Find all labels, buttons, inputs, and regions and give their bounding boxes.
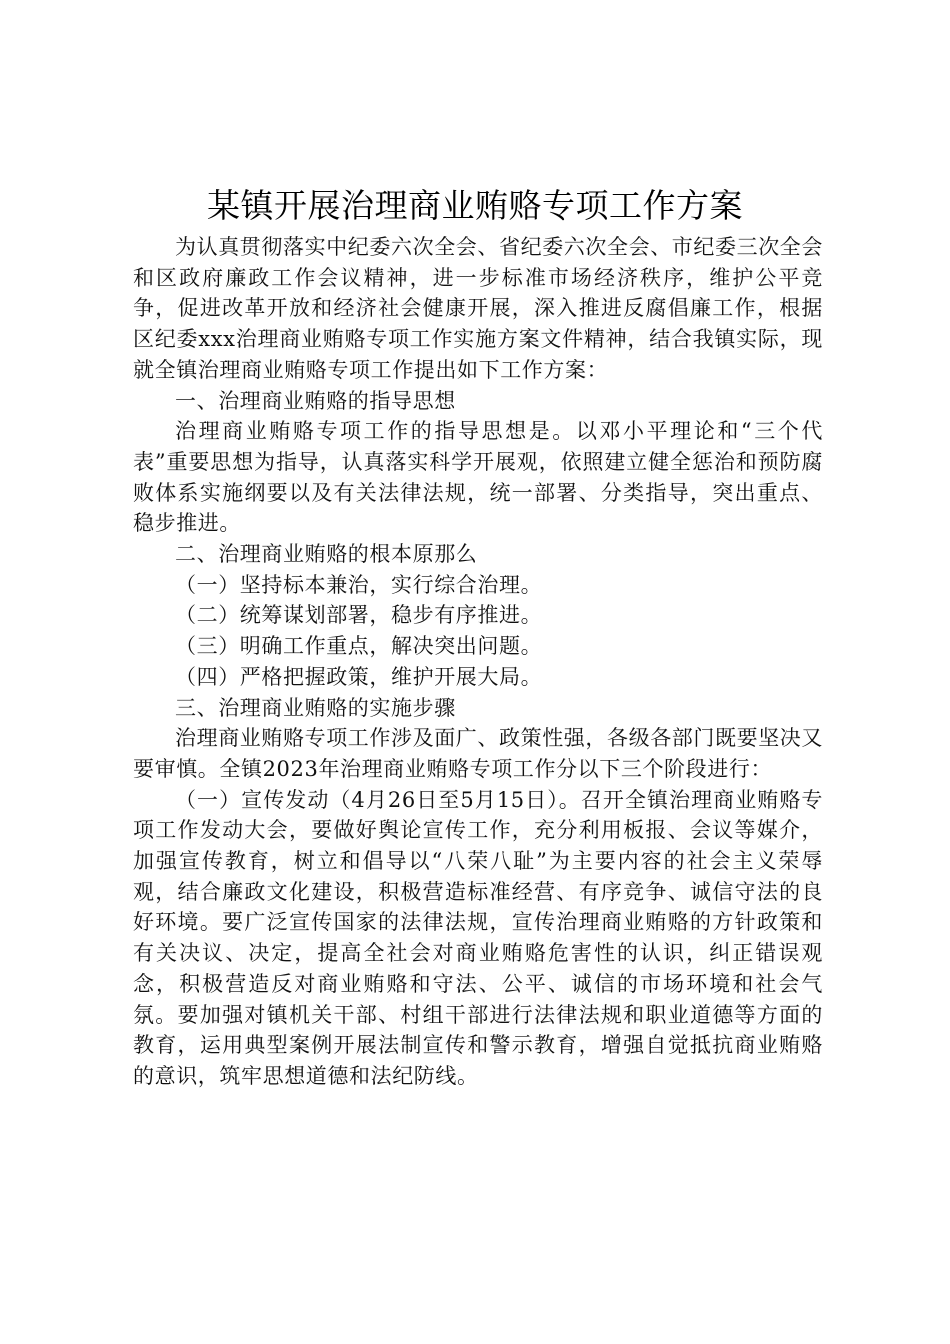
document-title: 某镇开展治理商业贿赂专项工作方案 xyxy=(207,186,743,225)
section-heading-basic-principles: 二、治理商业贿赂的根本原那么 xyxy=(175,542,478,567)
guiding-ideology-paragraph: 治理商业贿赂专项工作的指导思想是。以邓小平理论和“三个代表”重要思想为指导，认真落实科学开展观，依照建立健全惩治和预防腐败体系实施纲要以及有关法律法规，统一部署、分类指导，突出重点、稳步推进。 xyxy=(133,419,823,536)
intro-paragraph: 为认真贯彻落实中纪委六次全会、省纪委六次全会、市纪委三次全会和区政府廉政工作会议精神，进一步标准市场经济秩序，维护公平竞争，促进改革开放和经济社会健康开展，深入推进反腐倡廉工作，根据区纪委xxx治理商业贿赂专项工作实施方案文件精神，结合我镇实际，现就全镇治理商业贿赂专项工作提出如下工作方案： xyxy=(133,235,823,382)
principle-item-4: （四）严格把握政策，维护开展大局。 xyxy=(175,664,543,689)
implementation-steps-paragraph: 治理商业贿赂专项工作涉及面广、政策性强，各级各部门既要坚决又要审慎。全镇2023年治理商业贿赂专项工作分以下三个阶段进行： xyxy=(133,726,823,781)
stage-1-paragraph: （一）宣传发动（4月26日至5月15日）。召开全镇治理商业贿赂专项工作发动大会，要做好舆论宣传工作，充分利用板报、会议等媒介，加强宣传教育，树立和倡导以“八荣八耻”为主要内容的社会主义荣辱观，结合廉政文化建设，积极营造标准经营、有序竞争、诚信守法的良好环境。要广泛宣传国家的法律法规，宣传治理商业贿赂的方针政策和有关决议、决定，提高全社会对商业贿赂危害性的认识，纠正错误观念，积极营造反对商业贿赂和守法、公平、诚信的市场环境和社会气氛。要加强对镇机关干部、村组干部进行法律法规和职业道德等方面的教育，运用典型案例开展法制宣传和警示教育，增强自觉抵抗商业贿赂的意识，筑牢思想道德和法纪防线。 xyxy=(133,787,823,1088)
section-heading-guiding-ideology: 一、治理商业贿赂的指导思想 xyxy=(175,388,456,413)
principle-item-1: （一）坚持标本兼治，实行综合治理。 xyxy=(175,572,543,597)
section-heading-implementation-steps: 三、治理商业贿赂的实施步骤 xyxy=(175,695,456,720)
principle-item-3: （三）明确工作重点，解决突出问题。 xyxy=(175,634,543,659)
principle-item-2: （二）统筹谋划部署，稳步有序推进。 xyxy=(175,603,543,628)
document-body xyxy=(133,232,823,1092)
